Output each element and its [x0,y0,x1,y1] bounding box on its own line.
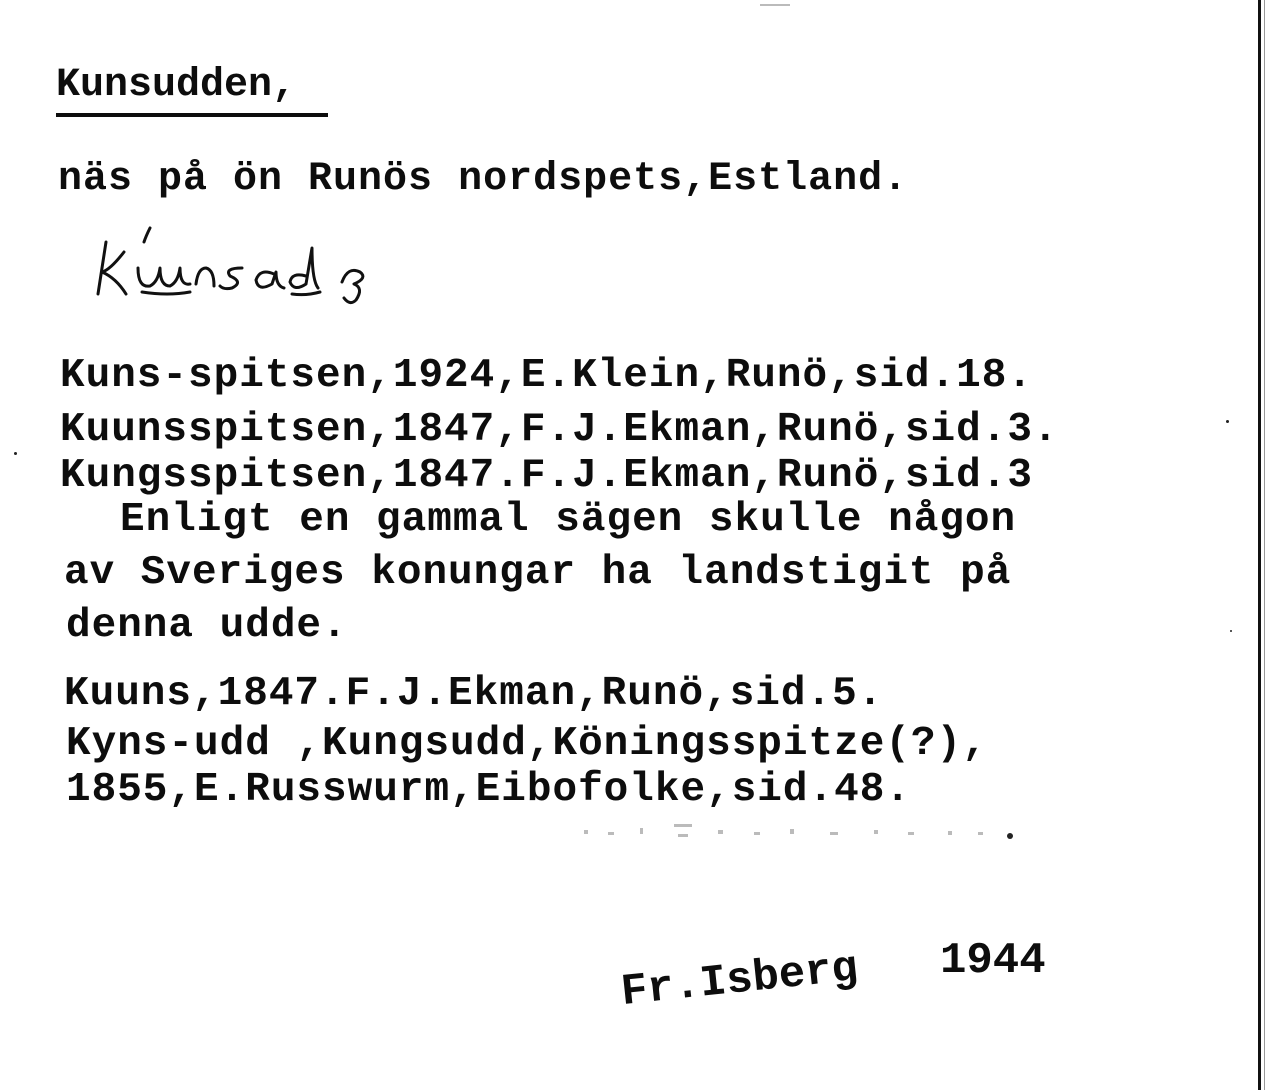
reference-line: Kuns-spitsen,1924,E.Klein,Runö,sid.18. [60,353,1033,399]
legend-line: denna udde. [66,603,348,649]
speck [1226,420,1229,423]
card-description: näs på ön Runös nordspets,Estland. [58,157,909,202]
reference-line: Kungsspitsen,1847.F.J.Ekman,Runö,sid.3 [60,453,1033,499]
reference-line: Kuuns,1847.F.J.Ekman,Runö,sid.5. [64,671,884,717]
speck [14,452,17,455]
signature-year: 1944 [940,936,1046,986]
signature: Fr.Isberg [618,943,861,1018]
speck [1230,630,1232,632]
legend-line: Enligt en gammal sägen skulle någon [120,497,1017,543]
legend-line: av Sveriges konungar ha landstigit på [64,550,1012,596]
heading-underline [56,113,328,117]
handwritten-note [92,222,512,312]
reference-line: 1855,E.Russwurm,Eibofolke,sid.48. [66,767,911,813]
card-edge [1258,0,1261,1090]
speck [760,4,790,6]
erased-text-marks [578,816,1018,856]
card-edge-shadow [1264,0,1265,1090]
reference-line: Kyns-udd ,Kungsudd,Köningsspitze(?), [66,721,988,767]
card-heading: Kunsudden, [56,63,297,108]
reference-line: Kuunsspitsen,1847,F.J.Ekman,Runö,sid.3. [60,407,1059,453]
